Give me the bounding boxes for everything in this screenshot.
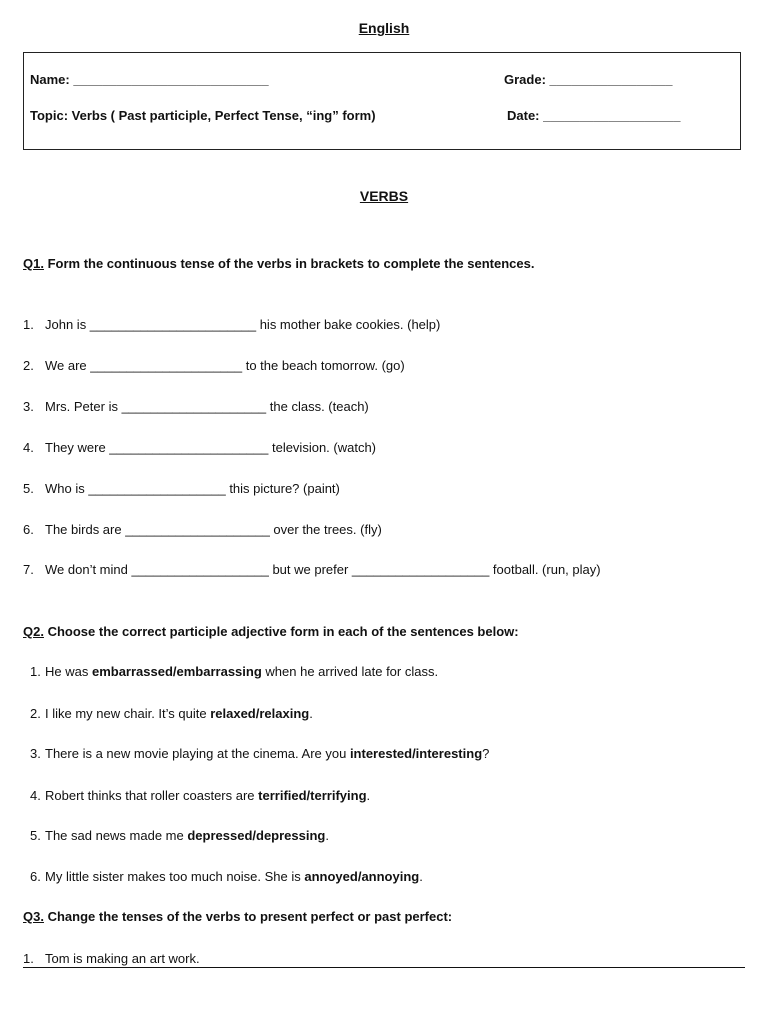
q2-item-number: 5. <box>30 828 41 843</box>
q1-item-text: We don’t mind ___________________ but we prefer ___________________ football. (run, play) <box>45 562 601 577</box>
topic-text: Topic: Verbs ( Past participle, Perfect Tense, “ing” form) <box>30 108 376 123</box>
q2-tag: Q2. <box>23 624 44 639</box>
q2-item-pre: There is a new movie playing at the cinema. Are you <box>45 746 350 761</box>
q2-item-pre: My little sister makes too much noise. She is <box>45 869 305 884</box>
student-info-box <box>23 52 741 150</box>
q1-item-text: Mrs. Peter is ____________________ the class. (teach) <box>45 399 369 414</box>
q2-item-number: 6. <box>30 869 41 884</box>
q1-instruction: Form the continuous tense of the verbs in brackets to complete the sentences. <box>43 256 535 271</box>
q2-item-choice[interactable]: depressed/depressing <box>187 828 326 843</box>
q2-item-choice[interactable]: relaxed/relaxing <box>210 706 310 721</box>
q2-item <box>30 746 489 761</box>
q1-item-text: John is _______________________ his mother bake cookies. (help) <box>45 317 441 332</box>
q2-item-post: when he arrived late for class. <box>261 664 439 679</box>
q2-item <box>30 869 423 884</box>
q1-item <box>23 399 369 414</box>
q1-item-number: 7. <box>23 562 34 577</box>
q2-item-number: 4. <box>30 788 41 803</box>
q2-item-post: . <box>309 706 313 721</box>
q3-tag: Q3. <box>23 909 44 924</box>
q2-item-pre: He was <box>45 664 92 679</box>
q1-heading <box>23 256 534 271</box>
section-title: VERBS <box>359 188 409 204</box>
q1-item-text: The birds are ____________________ over the trees. (fly) <box>45 522 382 537</box>
page-title: English <box>358 20 410 36</box>
q2-item-post: . <box>366 788 371 803</box>
q2-heading <box>23 624 519 639</box>
q2-item-choice[interactable]: annoyed/annoying <box>304 869 420 884</box>
q1-item-text: Who is ___________________ this picture? (paint) <box>45 481 340 496</box>
q2-item-number: 3. <box>30 746 41 761</box>
q2-item-choice[interactable]: terrified/terrifying <box>258 788 367 803</box>
q1-item <box>23 358 405 373</box>
q3-item-text: Tom is making an art work. <box>45 951 200 966</box>
name-field[interactable]: Name: ___________________________ <box>30 72 269 87</box>
q1-item-number: 6. <box>23 522 34 537</box>
q1-item <box>23 440 376 455</box>
q1-item-text: We are _____________________ to the beach tomorrow. (go) <box>45 358 405 373</box>
q2-item-post: . <box>419 869 423 884</box>
q2-item-pre: The sad news made me <box>45 828 188 843</box>
q1-item <box>23 317 440 332</box>
q2-item-pre: I like my new chair. It’s quite <box>45 706 211 721</box>
q2-item <box>30 706 313 721</box>
date-field[interactable]: Date: ___________________ <box>507 108 681 123</box>
q2-item <box>30 664 438 679</box>
q1-item-number: 1. <box>23 317 34 332</box>
q2-item-number: 1. <box>30 664 41 679</box>
q3-item-number: 1. <box>23 951 34 966</box>
q2-item-number: 2. <box>30 706 41 721</box>
q1-item-number: 5. <box>23 481 34 496</box>
q3-instruction: Change the tenses of the verbs to present perfect or past perfect: <box>43 909 453 924</box>
q2-item-post: . <box>325 828 329 843</box>
q2-item <box>30 788 370 803</box>
q2-item-pre: Robert thinks that roller coasters are <box>45 788 259 803</box>
q1-item-number: 3. <box>23 399 34 414</box>
q1-item-number: 2. <box>23 358 34 373</box>
q3-heading <box>23 909 452 924</box>
q1-item-text: They were ______________________ television. (watch) <box>45 440 377 455</box>
answer-line[interactable] <box>23 967 745 968</box>
grade-field[interactable]: Grade: _________________ <box>504 72 673 87</box>
q2-item-choice[interactable]: interested/interesting <box>349 746 483 761</box>
q1-item <box>23 562 601 577</box>
q3-item <box>23 951 200 966</box>
q2-instruction: Choose the correct participle adjective form in each of the sentences below: <box>43 624 519 639</box>
q2-item-post: ? <box>482 746 490 761</box>
q2-item <box>30 828 329 843</box>
q1-tag: Q1. <box>23 256 44 271</box>
q1-item <box>23 522 382 537</box>
q1-item-number: 4. <box>23 440 34 455</box>
q1-item <box>23 481 340 496</box>
q2-item-choice[interactable]: embarrassed/embarrassing <box>91 664 262 679</box>
